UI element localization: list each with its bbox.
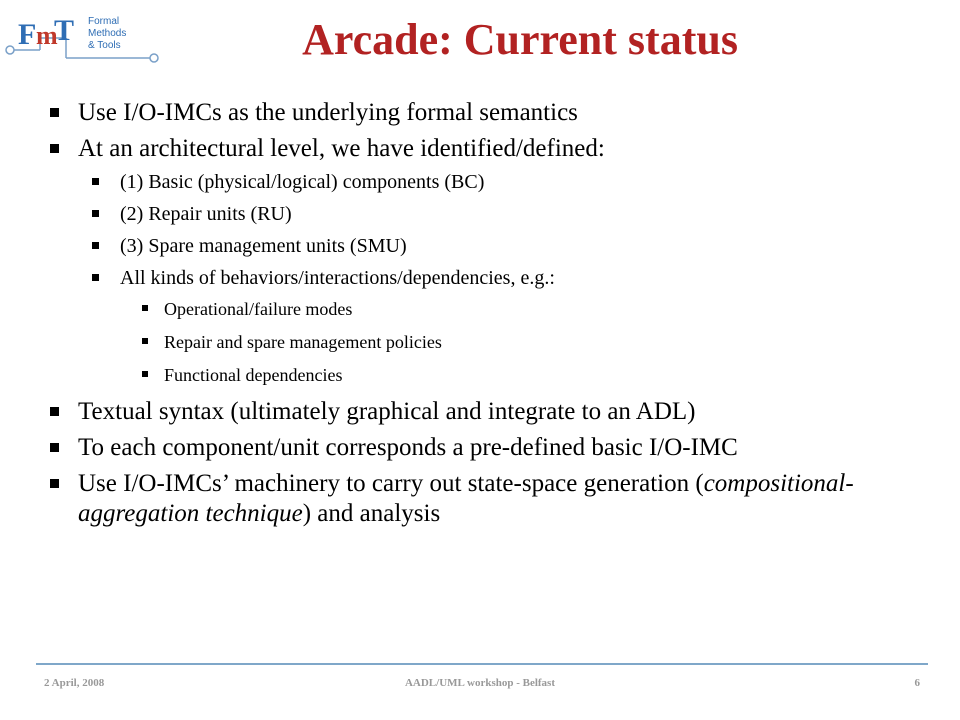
slide-content (44, 98, 924, 535)
bullet-text: Textual syntax (ultimately graphical and integrate to an ADL) (78, 398, 696, 425)
bullet-text: (1) Basic (physical/logical) components (BC) (120, 171, 485, 193)
footer-event: AADL/UML workshop - Belfast (404, 677, 556, 689)
square-bullet-icon (92, 178, 99, 185)
page-number: 6 (914, 677, 920, 689)
sub-bullet-item (44, 202, 924, 226)
bullet-text: To each component/unit corresponds a pre-defined basic I/O-IMC (78, 434, 738, 461)
square-bullet-icon (142, 305, 148, 311)
bullet-text: Functional dependencies (164, 365, 343, 385)
sub-bullet-item (44, 170, 924, 194)
svg-text:T: T (54, 14, 75, 47)
sub-bullet-item (44, 266, 924, 290)
sub-sub-bullet-item (44, 298, 924, 320)
square-bullet-icon (50, 407, 59, 416)
square-bullet-icon (92, 274, 99, 281)
footer-divider (36, 663, 928, 665)
logo-line-3: & Tools (88, 40, 121, 51)
bullet-text-pre: Use I/O-IMCs’ machinery to carry out state-space generation ( (78, 470, 704, 497)
square-bullet-icon (50, 108, 59, 117)
logo-line-1: Formal (88, 16, 120, 27)
svg-text:F: F (18, 18, 37, 51)
footer-date: 2 April, 2008 (44, 677, 105, 689)
sub-sub-bullet-item (44, 364, 924, 386)
sub-bullet-item (44, 234, 924, 258)
bullet-text: At an architectural level, we have identified/defined: (78, 135, 605, 162)
bullet-text: Operational/failure modes (164, 299, 353, 319)
bullet-text: (2) Repair units (RU) (120, 203, 292, 225)
square-bullet-icon (50, 443, 59, 452)
svg-text:m: m (36, 21, 58, 50)
bullet-text: Use I/O-IMCs as the underlying formal semantics (78, 99, 578, 126)
sub-sub-bullet-item (44, 331, 924, 353)
bullet-text: Repair and spare management policies (164, 332, 442, 352)
bullet-text-post: ) and analysis (302, 500, 441, 527)
bullet-item (44, 134, 924, 164)
square-bullet-icon (142, 371, 148, 377)
logo-line-2: Methods (88, 28, 127, 39)
bullet-item (44, 397, 924, 427)
bullet-text-emphasis: compositional-aggregation technique (78, 470, 854, 527)
square-bullet-icon (92, 210, 99, 217)
slide-title: Arcade: Current status (302, 15, 738, 64)
square-bullet-icon (50, 479, 59, 488)
square-bullet-icon (92, 242, 99, 249)
bullet-item (44, 98, 924, 128)
bullet-item (44, 469, 924, 529)
square-bullet-icon (50, 144, 59, 153)
bullet-text: All kinds of behaviors/interactions/dependencies, e.g.: (120, 267, 555, 289)
bullet-item (44, 433, 924, 463)
bullet-text: (3) Spare management units (SMU) (120, 235, 407, 257)
square-bullet-icon (142, 338, 148, 344)
